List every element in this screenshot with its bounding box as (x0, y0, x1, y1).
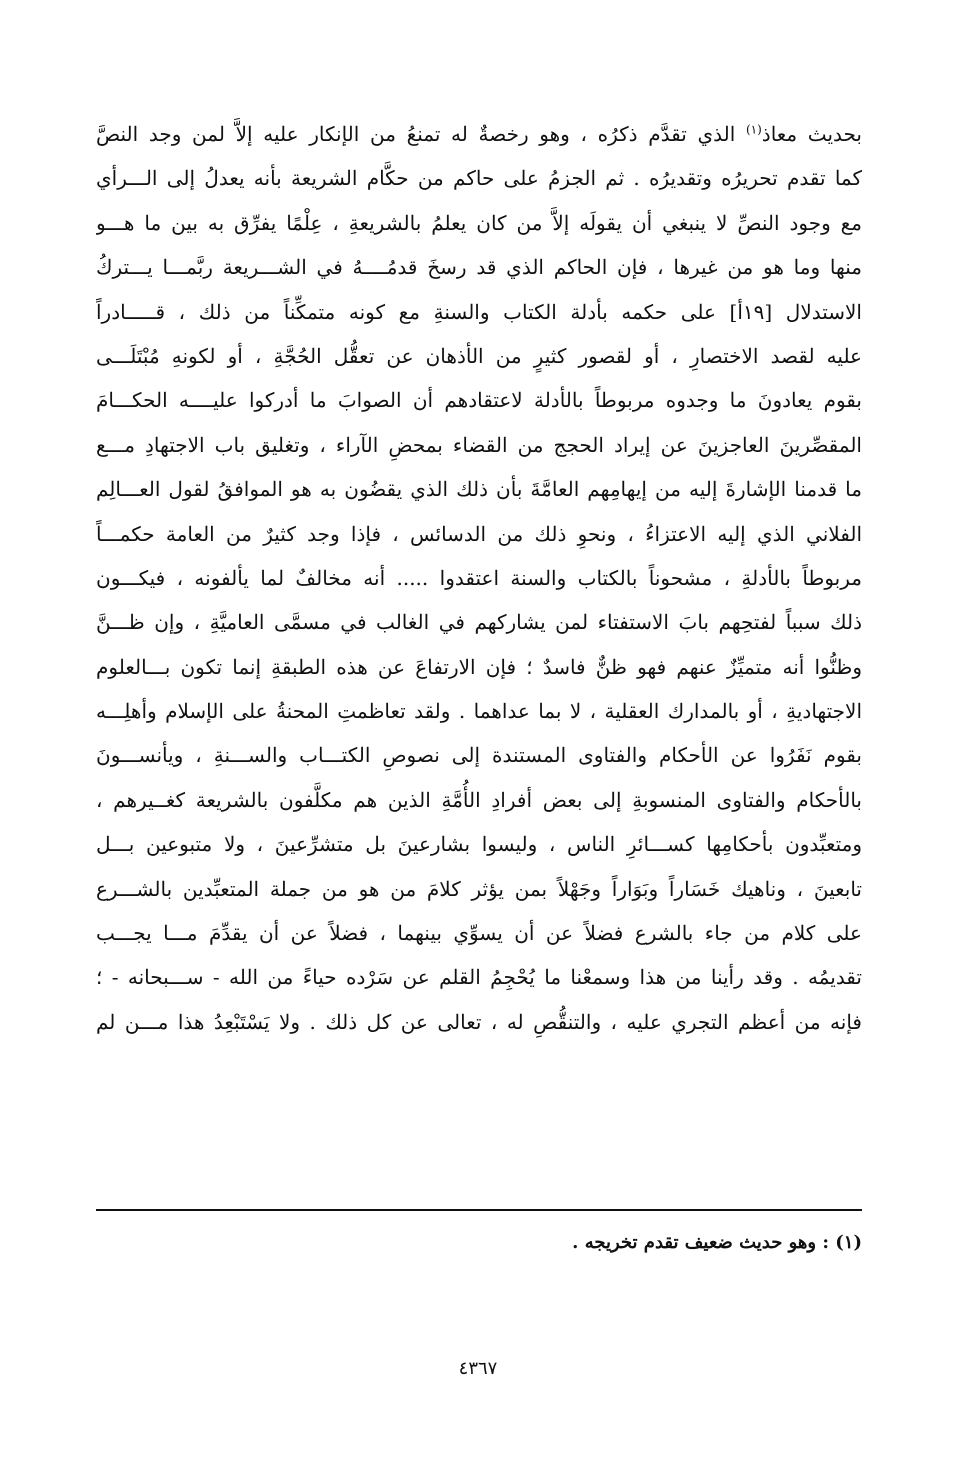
text-line-9: ما قدمنا الإشارةَ إليه من إيهامِهم العامَّةَ بأن ذلك الذي يقضُون به هو الموافقُ لقول العـــالِم (96, 477, 862, 502)
text-line-14: الاجتهاديةِ ، أو بالمدارك العقلية ، لا بما عداهما . ولقد تعاظمتِ المحنةُ على الإسلام وأهلِـــه (96, 699, 862, 724)
text-line-5: الاستدلال [١٩أ] على حكمه بأدلة الكتاب والسنةِ مع كونه متمكِّناً من ذلك ، قـــــادراً (96, 299, 862, 324)
text-line-16: بالأحكام والفتاوى المنسوبةِ إلى بعض أفرادِ الأُمَّةِ الذين هم مكلَّفون بالشريعة كغــيرهم ، (96, 787, 862, 812)
text-line-10: الفلاني الذي إليه الاعتزاءُ ، ونحوِ ذلك من الدسائس ، فإذا وجد كثيرٌ من العامة حكمـــاً (96, 521, 862, 546)
footnote: (١) : وهو حديث ضعيف تقدم تخريجه . (572, 1232, 862, 1253)
text-line-18: تابعينَ ، وناهيك خَسَاراً وبَوَاراً وجَهْلاً بمن يؤثر كلامَ من هو من جملة المتعبِّدين بالشـــرع (96, 876, 862, 901)
footnote-separator (96, 1209, 862, 1211)
text-line-3: مع وجود النصِّ لا ينبغي أن يقولَه إلاَّ من كان يعلمُ بالشريعةِ ، عِلْمًا يفرِّق به بين ما هـــو (96, 210, 862, 235)
text-line-7: بقوم يعادونَ ما وجدوه مربوطاً بالأدلة لاعتقادهم أن الصوابَ ما أدركوا عليــــه الحكـــامَ (96, 388, 862, 413)
text-line-17: ومتعبِّدون بأحكامِها كســـائرِ الناس ، وليسوا بشارعينَ بل متشرِّعينَ ، ولا متبوعين بـــل (96, 832, 862, 857)
line-1-end: الذي تقدَّم ذكرُه ، وهو رخصةٌ له تمنعُ من الإنكار عليه إلاَّ لمن وجد النصَّ (96, 122, 746, 146)
text-line-8: المقصِّرينَ العاجزينَ عن إيراد الحجج من القضاء بمحضِ الآراء ، وتغليق باب الاجتهادِ مـــع (96, 432, 862, 457)
text-line-1 (96, 112, 862, 156)
text-line-12: ذلك سبباً لفتحِهم بابَ الاستفتاء لمن يشاركهم في الغالب في مسمَّى العاميَّةِ ، وإن ظـــنَّ (96, 610, 862, 635)
text-line-2: كما تقدم تحريرُه وتقديرُه . ثم الجزمُ على حاكم من حكَّام الشريعة بأنه يعدلُ إلى الـــرأي (96, 166, 862, 191)
text-line-19: على كلام من جاء بالشرع فضلاً عن أن يسوِّي بينهما ، فضلاً عن أن يقدِّمَ مـــا يجـــب (96, 921, 862, 946)
text-line-21: فإنه من أعظم التجري عليه ، والتنقُّصِ له ، تعالى عن كل ذلك . ولا يَسْتَبْعِدُ هذا مـــن لم (96, 1009, 862, 1034)
main-text-block (96, 112, 862, 1044)
text-line-20: تقديمُه . وقد رأينا من هذا وسمعْنا ما يُحْجِمُ القلم عن سَرْده حياءً من الله - ســـبحانه - ؛ (96, 965, 862, 990)
line-1-start: بحديث معاذ (761, 122, 862, 146)
text-line-13: وظنُّوا أنه متميِّزٌ عنهم فهو ظنٌّ فاسدٌ ؛ فإن الارتفاعَ عن هذه الطبقةِ إنما تكون بـــالعلوم (96, 654, 862, 679)
page-number: ٤٣٦٧ (458, 1358, 498, 1379)
text-line-6: عليه لقصد الاختصارِ ، أو لقصور كثيرٍ من الأذهان عن تعقُّل الحُجَّةِ ، أو لكونهِ مُبْتَلَـــى (96, 343, 862, 368)
text-line-4: منها وما هو من غيرها ، فإن الحاكم الذي قد رسخَ قدمُــــهُ في الشـــريعة ربَّمـــا يـــتركُ (96, 255, 862, 280)
text-line-11: مربوطاً بالأدلةِ ، مشحوناً بالكتاب والسنة اعتقدوا ..... أنه مخالفٌ لما يألفونه ، فيكـــون (96, 565, 862, 590)
footnote-marker: (١) (745, 122, 762, 137)
text-line-15: بقوم نَفَرُوا عن الأحكام والفتاوى المستندة إلى نصوصِ الكتـــاب والســـنةِ ، ويأنســـونَ (96, 743, 862, 768)
